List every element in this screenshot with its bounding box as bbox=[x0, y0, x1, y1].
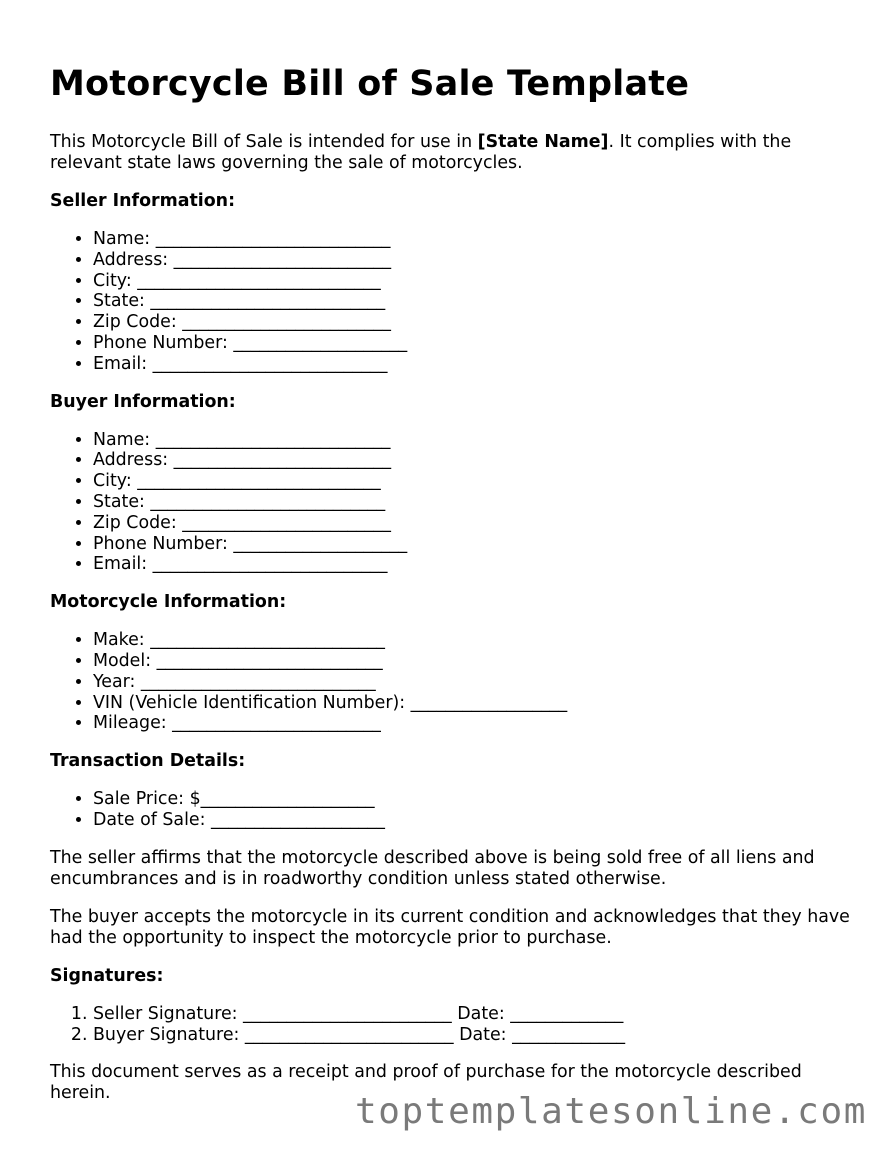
motorcycle-make-field: • Make: ___________________________ bbox=[93, 630, 850, 651]
buyer-email-field: • Email: ___________________________ bbox=[93, 554, 850, 575]
buyer-fields-list bbox=[50, 430, 850, 576]
seller-affirmation-paragraph: The seller affirms that the motorcycle described above is being sold free of all liens and encumbrances and is in roadworthy condition unless stated otherwise. bbox=[50, 847, 815, 889]
seller-name-field: • Name: ___________________________ bbox=[93, 229, 850, 250]
seller-phone-field: • Phone Number: ____________________ bbox=[93, 333, 850, 354]
buyer-phone-field: • Phone Number: ____________________ bbox=[93, 534, 850, 555]
buyer-name-field: • Name: ___________________________ bbox=[93, 430, 850, 451]
buyer-signature-line: 2. Buyer Signature: ________________________ Date: _____________ bbox=[93, 1025, 850, 1046]
motorcycle-mileage-field: • Mileage: ________________________ bbox=[93, 713, 850, 734]
transaction-heading: Transaction Details: bbox=[50, 751, 246, 772]
motorcycle-year-field: • Year: ___________________________ bbox=[93, 672, 850, 693]
closing-paragraph: This document serves as a receipt and proof of purchase for the motorcycle described herein. bbox=[50, 1062, 802, 1104]
buyer-state-field: • State: ___________________________ bbox=[93, 492, 850, 513]
seller-heading: Seller Information: bbox=[50, 191, 236, 211]
date-of-sale-field: • Date of Sale: ____________________ bbox=[93, 810, 850, 831]
seller-state-field: • State: ___________________________ bbox=[93, 291, 850, 312]
buyer-heading: Buyer Information: bbox=[50, 391, 236, 412]
sale-price-field: • Sale Price: $____________________ bbox=[93, 789, 850, 810]
seller-signature-line: 1. Seller Signature: ________________________ Date: _____________ bbox=[93, 1004, 850, 1025]
document-title: Motorcycle Bill of Sale Template bbox=[50, 64, 690, 104]
intro-paragraph bbox=[50, 132, 850, 174]
seller-city-field: • City: ____________________________ bbox=[93, 271, 850, 292]
state-name-placeholder: [State Name] bbox=[477, 132, 609, 152]
seller-zip-field: • Zip Code: ________________________ bbox=[93, 312, 850, 333]
site-watermark: toptemplatesonline.com bbox=[354, 1091, 867, 1132]
buyer-city-field: • City: ____________________________ bbox=[93, 471, 850, 492]
intro-text-before: This Motorcycle Bill of Sale is intended for use in bbox=[50, 132, 478, 152]
seller-fields-list bbox=[50, 229, 850, 375]
intro-text-after: . It complies with the relevant state laws governing the sale of motorcycles. bbox=[50, 132, 792, 173]
motorcycle-vin-field: • VIN (Vehicle Identification Number): __________________ bbox=[93, 693, 850, 714]
transaction-fields-list bbox=[50, 789, 850, 831]
signatures-list bbox=[50, 1004, 850, 1046]
seller-email-field: • Email: ___________________________ bbox=[93, 354, 850, 375]
motorcycle-heading: Motorcycle Information: bbox=[50, 592, 287, 613]
buyer-zip-field: • Zip Code: ________________________ bbox=[93, 513, 850, 534]
signatures-heading: Signatures: bbox=[50, 965, 164, 986]
motorcycle-model-field: • Model: __________________________ bbox=[93, 651, 850, 672]
buyer-acceptance-paragraph: The buyer accepts the motorcycle in its current condition and acknowledges that they have had the opportunity to inspect the motorcycle prior to purchase. bbox=[50, 906, 850, 948]
motorcycle-fields-list bbox=[50, 630, 850, 734]
buyer-address-field: • Address: _________________________ bbox=[93, 450, 850, 471]
seller-address-field: • Address: _________________________ bbox=[93, 250, 850, 271]
document-page bbox=[50, 58, 850, 1121]
